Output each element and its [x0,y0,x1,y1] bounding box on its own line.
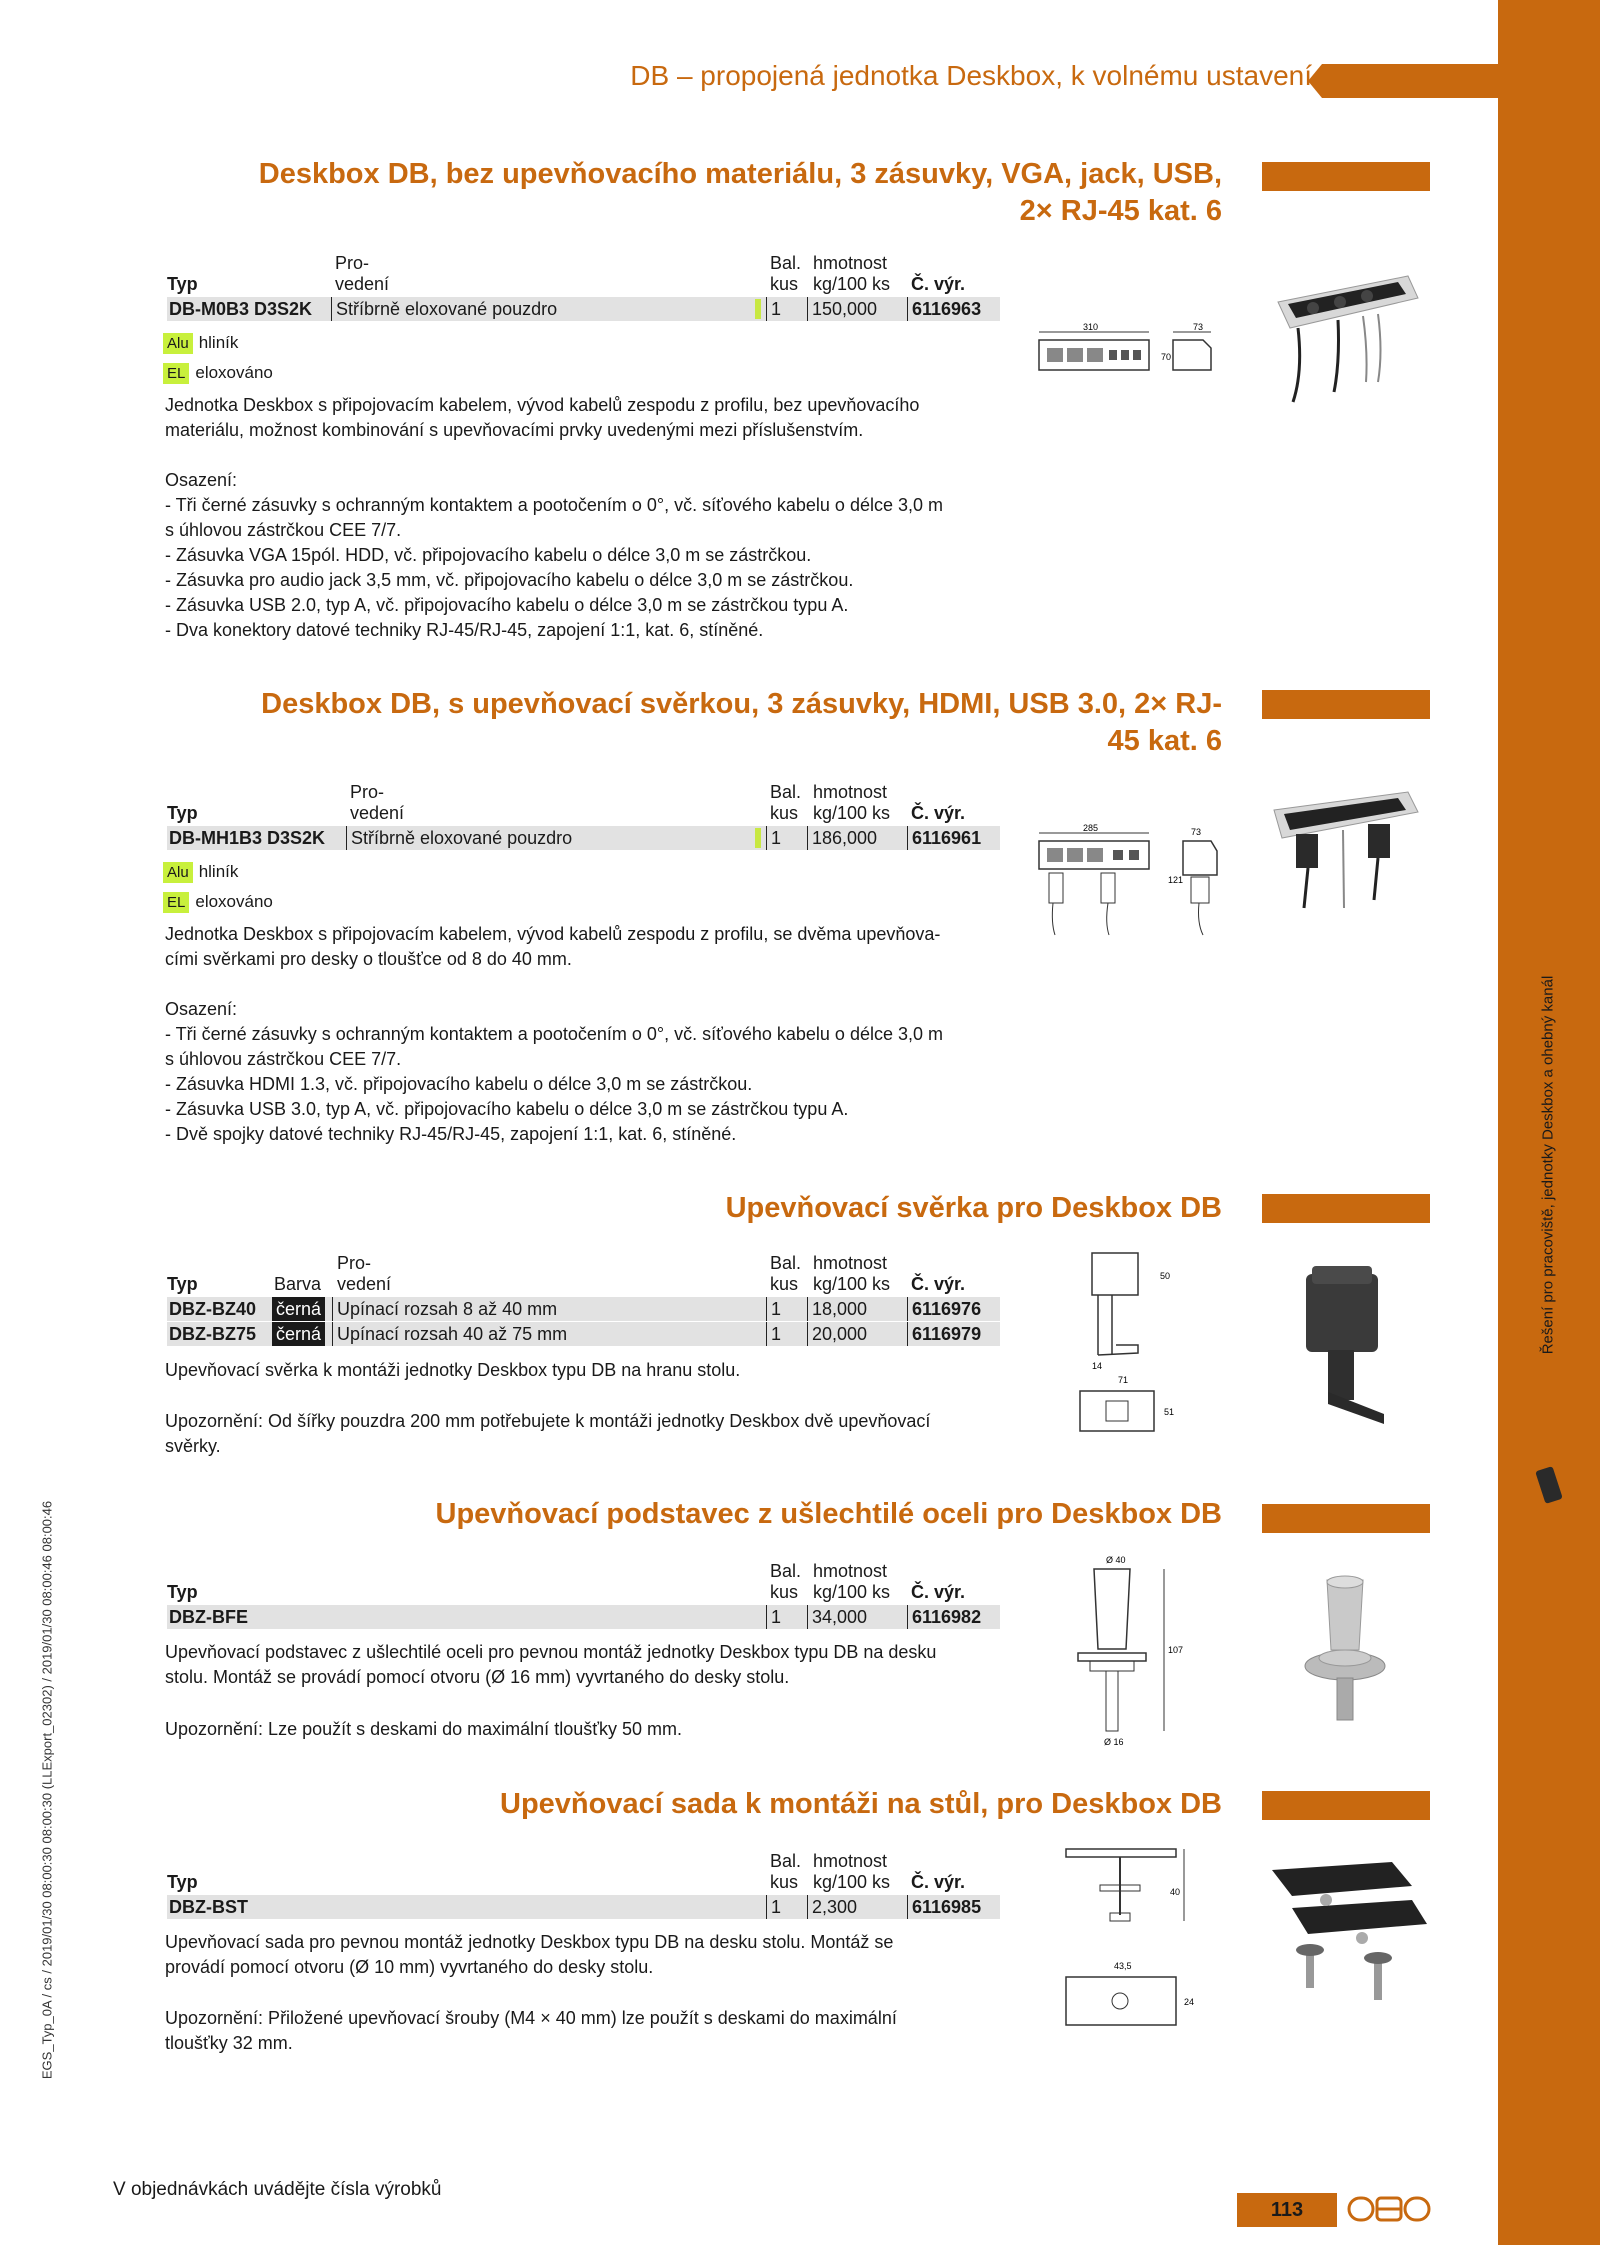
svg-text:310: 310 [1083,322,1099,332]
product-table: Typ Pro- vedení Bal. kus hmotnost kg/100 ks Č. výr. DB-MH1B3 D3S2K Stříbrně eloxované pouzdro 1 186,000 6116961 [167,782,1000,851]
print-meta: EGS_Typ_0A / cs / 2019/01/30 08:00:30 08:00:30 (LLExport_02302) / 2019/01/30 08:00:46 08:00:46 [39,1500,55,2080]
svg-text:50: 50 [1160,1271,1171,1281]
table-row: DBZ-BST 1 2,300 6116985 [167,1895,1000,1919]
description: Upevňovací sada pro pevnou montáž jednotky Deskbox typu DB na desku stolu. Montáž se provádí pomocí otvoru (Ø 10 mm) vyvrtaného do desky stolu. [165,1932,894,1977]
product-table: Typ Bal. kus hmotnost kg/100 ks Č. výr. DBZ-BFE 1 34,000 6116982 [167,1561,1000,1630]
table-row: DBZ-BZ40 černá Upínací rozsah 8 až 40 mm 1 18,000 6116976 [167,1297,1000,1321]
svg-text:121: 121 [1168,875,1184,885]
page-number: 113 [1237,2193,1337,2227]
svg-text:40: 40 [1170,1887,1181,1897]
material-el: EL eloxováno [163,363,273,384]
side-band-label: Řešení pro pracoviště, jednotky Deskbox a ohebný kanál [1539,975,1557,1355]
svg-text:71: 71 [1118,1375,1129,1385]
description: Jednotka Deskbox s připojovacím kabelem, vývod kabelů zespodu z profilu, bez upevňovacího materiálu, možnost kombinování s upevňovacími prvky uvedenými mezi příslušenstvím. [165,395,920,440]
obo-logo [1347,2190,1433,2230]
svg-text:107: 107 [1168,1645,1184,1655]
svg-text:285: 285 [1083,823,1099,833]
section-title: Upevňovací svěrka pro Deskbox DB [725,1192,1222,1224]
section-bar [1262,1791,1430,1820]
deskbox-drawing [1033,318,1223,382]
svg-text:51: 51 [1164,1407,1175,1417]
section-bar [1262,1194,1430,1223]
section-title: Deskbox DB, bez upevňovacího materiálu, 3 zásuvky, VGA, jack, USB, 2× RJ-45 kat. 6 [258,158,1222,227]
svg-text:70: 70 [1161,352,1172,362]
stand-photo [1297,1570,1393,1730]
section-bar [1262,162,1430,191]
section-bar [1262,1504,1430,1533]
svg-text:14: 14 [1092,1361,1103,1371]
product-table: Typ Bal. kus hmotnost kg/100 ks Č. výr. DBZ-BST 1 2,300 6116985 [167,1851,1000,1920]
svg-text:24: 24 [1184,1997,1195,2007]
section-title: Upevňovací sada k montáži na stůl, pro Deskbox DB [500,1788,1222,1820]
mounting-set-photo [1262,1860,1432,2020]
table-row: DBZ-BZ75 černá Upínací rozsah 40 až 75 mm 1 20,000 6116979 [167,1322,1000,1346]
product-table: Typ Pro- vedení Bal. kus hmotnost kg/100 ks Č. výr. DB-M0B3 D3S2K Stříbrně eloxované pouzdro 1 150,000 6116963 [167,253,1000,322]
mounting-set-drawing [1060,1845,1200,2035]
table-row: DB-M0B3 D3S2K Stříbrně eloxované pouzdro 1 150,000 6116963 [167,297,1000,321]
note: Upozornění: Lze použít s deskami do maximální tloušťky 50 mm. [165,1719,682,1739]
osazeni-list: Osazení: - Tři černé zásuvky s ochranným kontaktem a pootočením o 0°, vč. síťového kabelu o délce 3,0 m s úhlovou zástrčkou CEE 7/7. - Zásuvka HDMI 1.3, vč. připojovacího kabelu o délce 3,0 m se zástrčkou. - Zásuvka USB 3.0, typ A, vč. připojovacího kabelu o délce 3,0 m se zástrčkou typu A. - Dvě spojky datové techniky RJ-45/RJ-45, zapojení 1:1, kat. 6, stíněné. [165,999,943,1144]
material-alu: Alu hliník [163,862,238,883]
description: Upevňovací podstavec z ušlechtilé oceli pro pevnou montáž jednotky Deskbox typu DB na desku stolu. Montáž se provádí pomocí otvoru (Ø 16 mm) vyvrtaného do desky stolu. [165,1642,937,1687]
section-title: Deskbox DB, s upevňovací svěrkou, 3 zásuvky, HDMI, USB 3.0, 2× RJ- 45 kat. 6 [261,688,1222,757]
clamp-photo [1298,1262,1394,1430]
note: Upozornění: Od šířky pouzdra 200 mm potřebujete k montáži jednotky Deskbox dvě upevňovací svěrky. [165,1411,931,1456]
section-bar [1262,690,1430,719]
page-title: DB – propojená jednotka Deskbox, k volnému ustavení [630,60,1312,91]
svg-text:43,5: 43,5 [1114,1961,1132,1971]
svg-text:73: 73 [1191,827,1202,837]
table-row: DB-MH1B3 D3S2K Stříbrně eloxované pouzdro 1 186,000 6116961 [167,826,1000,850]
osazeni-list: Osazení: - Tři černé zásuvky s ochranným kontaktem a pootočením o 0°, vč. síťového kabelu o délce 3,0 m s úhlovou zástrčkou CEE 7/7. - Zásuvka VGA 15pól. HDD, vč. připojovacího kabelu o délce 3,0 m se zástrčkou. - Zásuvka pro audio jack 3,5 mm, vč. připojovacího kabelu o délce 3,0 m se zástrčkou. - Zásuvka USB 2.0, typ A, vč. připojovacího kabelu o délce 3,0 m se zástrčkou typu A. - Dva konektory datové techniky RJ-45/RJ-45, zapojení 1:1, kat. 6, stíněné. [165,470,943,640]
material-el: EL eloxováno [163,892,273,913]
deskbox-photo [1268,272,1428,412]
stand-drawing [1068,1553,1188,1753]
section-title: Upevňovací podstavec z ušlechtilé oceli pro Deskbox DB [435,1498,1222,1530]
col-typ: Typ [167,274,198,294]
table-row: DBZ-BFE 1 34,000 6116982 [167,1605,1000,1629]
clamp-drawing [1072,1245,1182,1445]
svg-text:Ø 16: Ø 16 [1104,1737,1124,1747]
deskbox-clamp-drawing [1033,823,1233,938]
svg-text:73: 73 [1193,322,1204,332]
footer-note: V objednávkách uvádějte čísla výrobků [113,2179,442,2200]
description: Upevňovací svěrka k montáži jednotky Deskbox typu DB na hranu stolu. [165,1360,741,1380]
svg-text:Ø 40: Ø 40 [1106,1555,1126,1565]
description: Jednotka Deskbox s připojovacím kabelem, vývod kabelů zespodu z profilu, se dvěma upevňova- cími svěrkami pro desky o tloušťce od 8 do 40 mm. [165,924,941,969]
material-alu: Alu hliník [163,333,238,354]
product-table: Typ Barva Pro- vedení Bal. kus hmotnost kg/100 ks Č. výr. DBZ-BZ40 černá Upínací rozsah 8 až 40 mm 1 18,000 6116976 DBZ-BZ75 černá Upínací rozsah 40 až 75 mm 1 20,000 6116979 [167,1253,1000,1347]
header-tab [1322,64,1498,98]
note: Upozornění: Přiložené upevňovací šrouby (M4 × 40 mm) lze použít s deskami do maximální tloušťky 32 mm. [165,2008,897,2053]
deskbox-clamp-photo [1268,790,1428,915]
